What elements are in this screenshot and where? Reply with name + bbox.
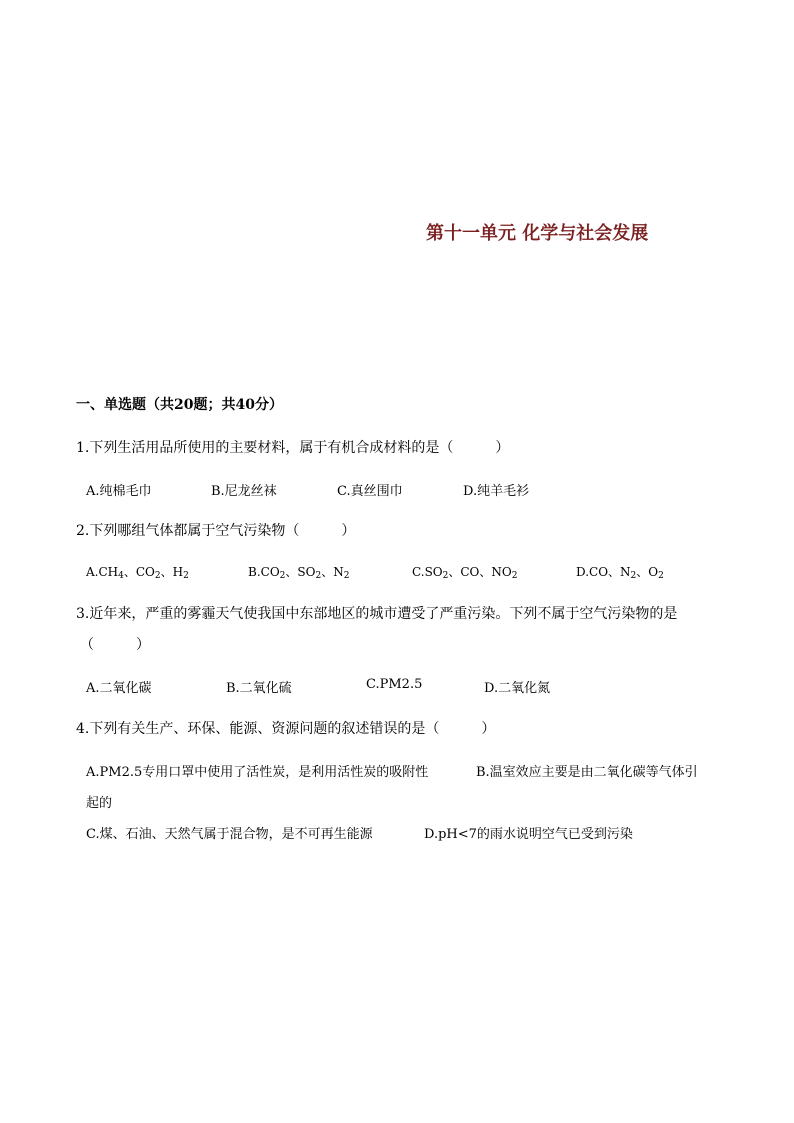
question-3-stem-line-1: 3.近年来，严重的雾霾天气使我国中东部地区的城市遭受了严重污染。下列不属于空气污染物的是 [76,606,678,622]
question-1-option-c: C.真丝围巾 [337,484,403,499]
question-3-option-c: C.PM2.5 [366,677,423,692]
question-3-option-b: B.二氧化硫 [226,681,292,696]
question-2-option-b: $B.CO_2$、$SO_2$、$N_2$ [248,565,350,581]
question-4-option-a: A.PM2.5专用口罩中使用了活性炭，是利用活性炭的吸附性 [86,765,429,780]
question-1-stem: 1.下列生活用品所使用的主要材料，属于有机合成材料的是（ ） [76,440,510,456]
question-4-option-c: C.煤、石油、天然气属于混合物，是不可再生能源 [86,827,373,842]
question-4-stem: 4.下列有关生产、环保、能源、资源问题的叙述错误的是（ ） [76,721,496,737]
question-4-option-d: D.pH<7的雨水说明空气已受到污染 [424,827,633,842]
question-2-option-a: $A.CH_4$、$CO_2$、$H_2$ [86,565,189,581]
question-3-option-d: D.二氧化氮 [484,681,551,696]
question-4-option-b-continued: 起的 [86,796,113,811]
question-1-option-b: B.尼龙丝袜 [211,484,277,499]
question-4-option-b: B.温室效应主要是由二氧化碳等气体引 [476,765,698,780]
page-title: 第十一单元 化学与社会发展 [426,223,649,244]
question-1-option-a: A.纯棉毛巾 [86,484,152,499]
question-2-stem: 2.下列哪组气体都属于空气污染物（ ） [76,523,356,539]
question-2-option-d: D.CO、$N_2$、$O_2$ [576,565,664,581]
question-1-option-d: D.纯羊毛衫 [463,484,530,499]
question-3-option-a: A.二氧化碳 [86,681,152,696]
question-2-option-c: $C.SO_2$、CO、$NO_2$ [412,565,518,581]
question-3-stem-line-2: （ ） [80,637,150,653]
section-heading: 一、单选题（共20题；共40分） [76,397,283,413]
